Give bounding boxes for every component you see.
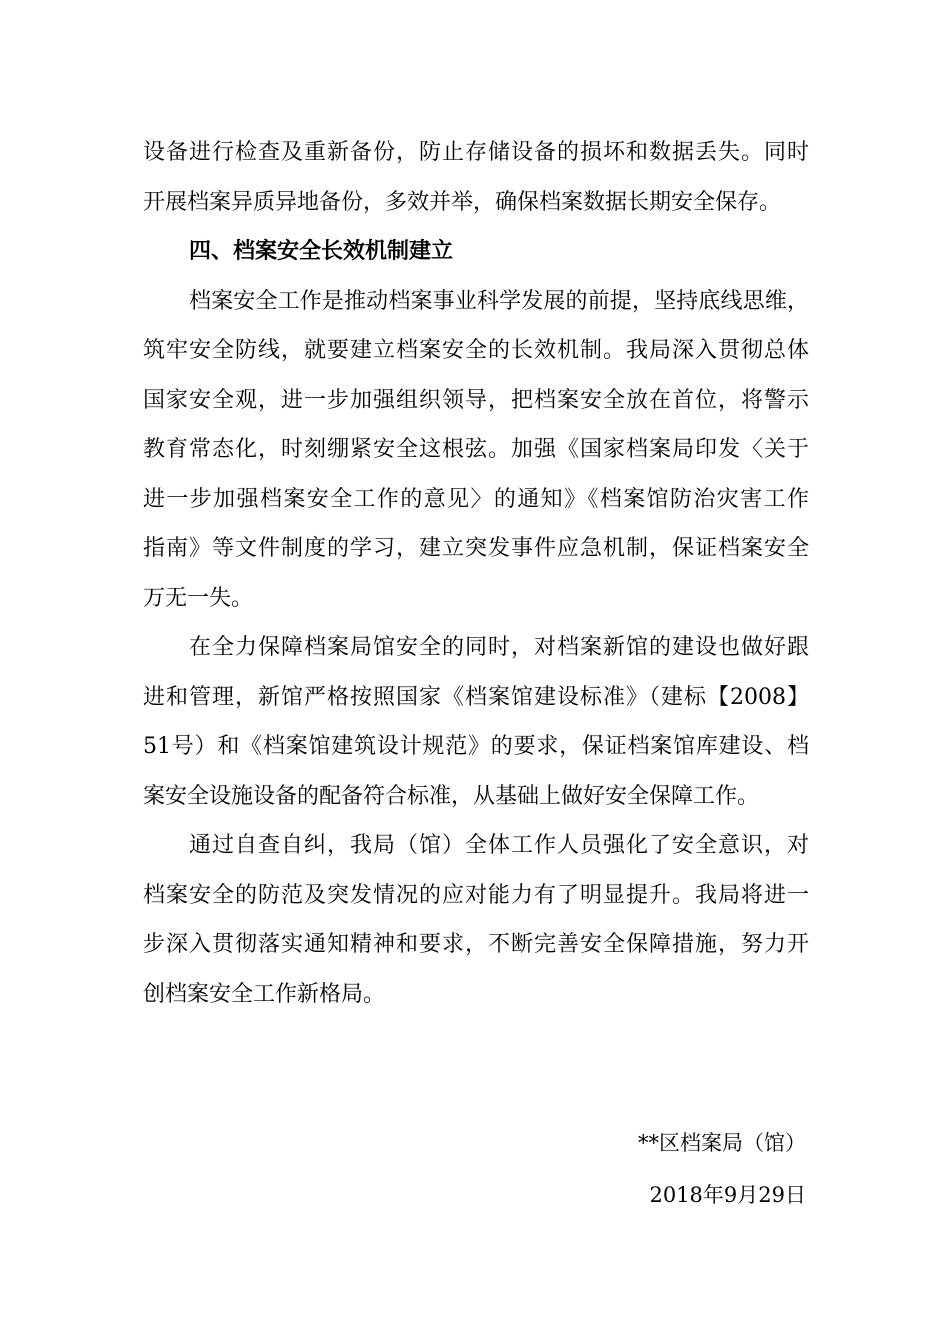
paragraph-new-building xyxy=(143,623,809,821)
text-line: 教育常态化，时刻绷紧安全这根弦。加强《国家档案局印发〈关于 xyxy=(143,437,809,462)
text-line: 万无一失。 xyxy=(143,585,254,611)
text-line: 进和管理，新馆严格按照国家《档案馆建设标准》（建标【2008】 xyxy=(143,684,809,710)
text-line: 在全力保障档案局馆安全的同时，对档案新馆的建设也做好跟 xyxy=(189,635,809,660)
document-body xyxy=(143,128,809,1019)
text-line: 步深入贯彻落实通知精神和要求，不断完善安全保障措施，努力开 xyxy=(143,932,809,957)
text-line: 开展档案异质异地备份，多效并举，确保档案数据长期安全保存。 xyxy=(143,189,782,215)
text-line: 案安全设施设备的配备符合标准，从基础上做好安全保障工作。 xyxy=(143,783,760,809)
text-line: 通过自查自纠，我局（馆）全体工作人员强化了安全意识，对 xyxy=(189,833,809,858)
text-line: 创档案安全工作新格局。 xyxy=(143,981,386,1007)
text-line: 国家安全观，进一步加强组织领导，把档案安全放在首位，将警示 xyxy=(143,387,809,413)
signature-date: 2018年9月29日 xyxy=(649,1183,806,1207)
text-line: 指南》等文件制度的学习，建立突发事件应急机制，保证档案安全 xyxy=(143,536,809,561)
text-line: 档案安全的防范及突发情况的应对能力有了明显提升。我局将进一 xyxy=(143,882,809,908)
section-heading: 四、档案安全长效机制建立 xyxy=(189,239,454,264)
paragraph-mechanism xyxy=(143,277,809,624)
text-line: 档案安全工作是推动档案事业科学发展的前提，坚持底线思维， xyxy=(189,288,809,314)
text-line: 设备进行检查及重新备份，防止存储设备的损坏和数据丢失。同时 xyxy=(143,140,809,165)
text-line: 进一步加强档案安全工作的意见〉的通知》《档案馆防治灾害工作 xyxy=(143,486,809,512)
text-line: 51号）和《档案馆建筑设计规范》的要求，保证档案馆库建设、档 xyxy=(143,734,809,759)
text-line: 筑牢安全防线，就要建立档案安全的长效机制。我局深入贯彻总体 xyxy=(143,338,809,363)
signature-organization: **区档案局（馆） xyxy=(638,1131,806,1155)
paragraph-conclusion xyxy=(143,821,809,1019)
paragraph-backup xyxy=(143,128,809,227)
